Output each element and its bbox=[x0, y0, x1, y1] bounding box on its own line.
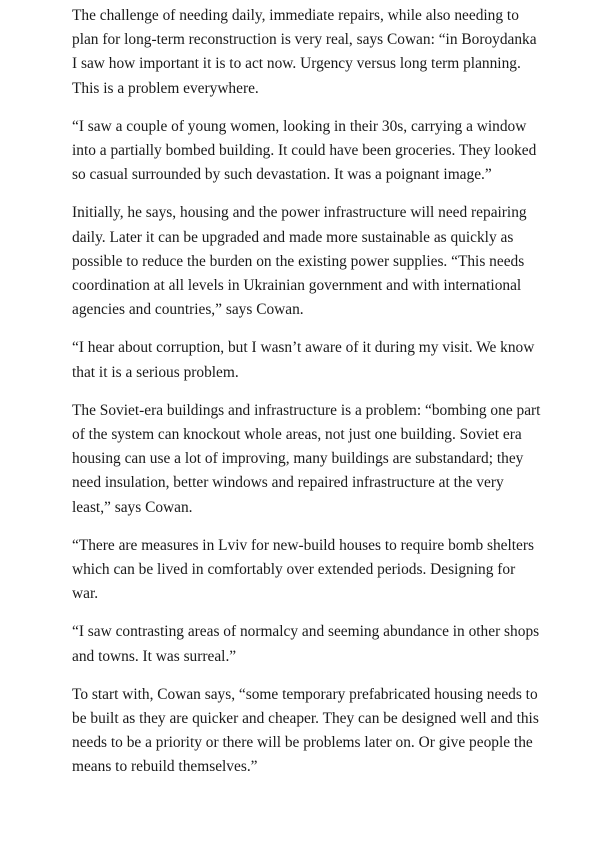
paragraph-lviv-shelters: “There are measures in Lviv for new-build houses to require bomb shelters which can be lived in comfortably over extended periods. Designing for war. bbox=[72, 536, 534, 603]
paragraph-corruption: “I hear about corruption, but I wasn’t aware of it during my visit. We know that it is a serious problem. bbox=[72, 339, 535, 381]
paragraph-window-image: “I saw a couple of young women, looking in their 30s, carrying a window into a partially bombed building. It could have been groceries. They looked so casual surrounded by such devastation. It was a poignant image.” bbox=[72, 117, 537, 184]
paragraph-infrastructure: Initially, he says, housing and the power infrastructure will need repairing daily. Later it can be upgraded and made more sustainable as quickly as possible to reduce the burden on the existing power supplies. “This needs coordination at all levels in Ukrainian government and with international agencies and countries,” says Cowan. bbox=[72, 204, 527, 319]
paragraph-soviet-era: The Soviet-era buildings and infrastructure is a problem: “bombing one part of the system can knockout whole areas, not just one building. Soviet era housing can use a lot of improving, many buildings are substandard; they need insulation, better windows and repaired infrastructure at the very least,” says Cowan. bbox=[72, 401, 541, 516]
article-body bbox=[72, 4, 542, 794]
paragraph-prefab-housing: To start with, Cowan says, “some temporary prefabricated housing needs to be built as they are quicker and cheaper. They can be designed well and this needs to be a priority or there will be problems later on. Or give people the means to rebuild themselves.” bbox=[72, 685, 539, 776]
paragraph-urgency: The challenge of needing daily, immediate repairs, while also needing to plan for long-term reconstruction is very real, says Cowan: “in Boroydanka I saw how important it is to act now. Urgency versus long term planning. This is a problem everywhere. bbox=[72, 7, 537, 97]
paragraph-normalcy: “I saw contrasting areas of normalcy and seeming abundance in other shops and towns. It was surreal.” bbox=[72, 623, 540, 665]
